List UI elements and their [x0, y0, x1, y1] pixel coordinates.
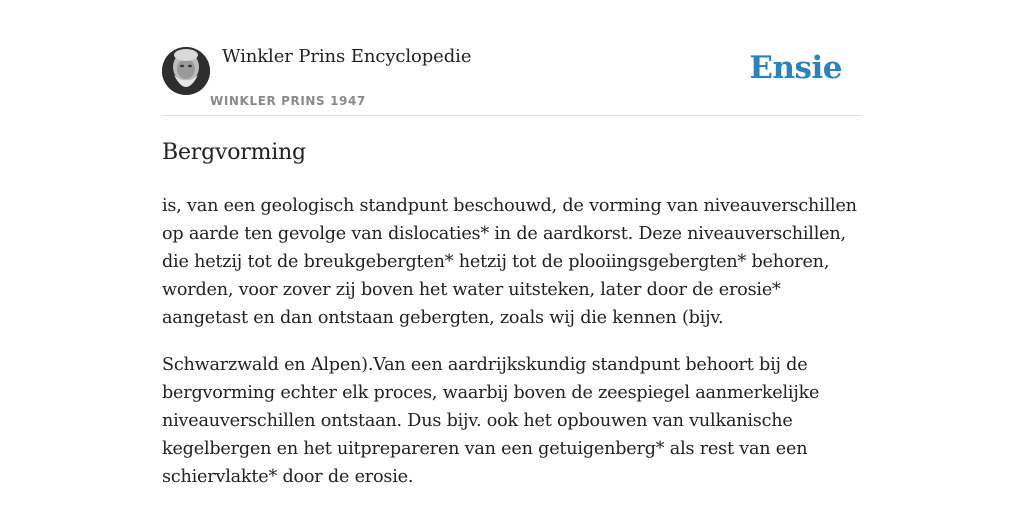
- avatar[interactable]: [162, 47, 210, 95]
- source-subtitle: WINKLER PRINS 1947: [210, 94, 366, 108]
- article-body: [162, 192, 862, 510]
- article-container: [162, 0, 862, 487]
- article-title: Bergvorming: [162, 140, 306, 165]
- source-header: [162, 0, 862, 116]
- article-paragraph: is, van een geologisch standpunt beschouwd, de vorming van niveauverschillen op aarde ten gevolge van dislocaties* in de aardkorst. Deze niveauverschillen, die hetzij tot de breukgebergten* hetzij tot de plooiingsgebergten* behoren, worden, voor zover zij boven het water uitsteken, later door de erosie* aangetast en dan ontstaan gebergten, zoals wij die kennen (bijv.: [162, 196, 857, 328]
- brand-logo[interactable]: Ensie: [749, 50, 842, 86]
- source-title[interactable]: Winkler Prins Encyclopedie: [222, 46, 472, 67]
- article-paragraph: Schwarzwald en Alpen).Van een aardrijkskundig standpunt behoort bij de bergvorming echter elk proces, waarbij boven de zeespiegel aanmerkelijke niveauverschillen ontstaan. Dus bijv. ook het opbouwen van vulkanische kegelbergen en het uitprepareren van een getuigenberg* als rest van een schiervlakte* door de erosie.: [162, 355, 820, 487]
- bearded-man-portrait-icon: [162, 47, 210, 95]
